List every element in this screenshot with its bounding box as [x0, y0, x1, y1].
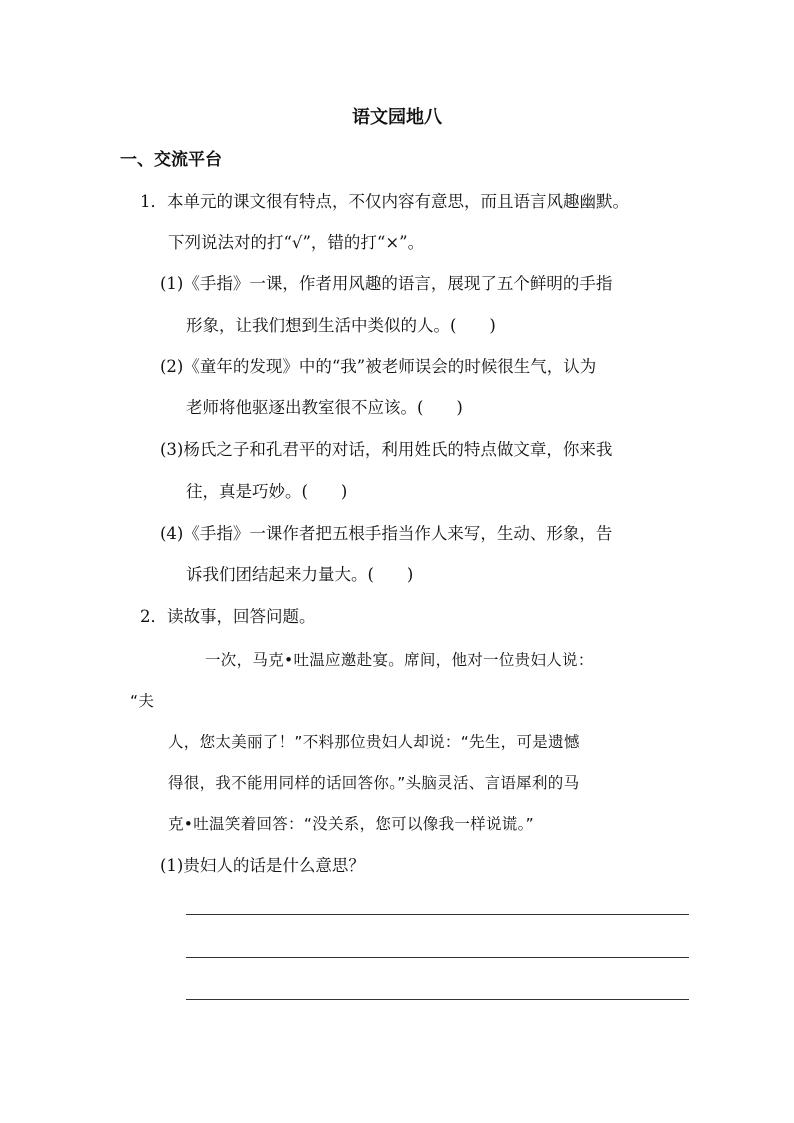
answer-line-1[interactable]	[186, 914, 689, 915]
question-1-line-2: 下列说法对的打“√”，错的打“×”。	[168, 233, 425, 252]
story-line-5: 克•吐温笑着回答：“没关系，您可以像我一样说谎。”	[168, 815, 534, 833]
section-heading-exchange-platform: 一、交流平台	[120, 150, 222, 170]
answer-line-2[interactable]	[186, 957, 689, 958]
answer-line-3[interactable]	[186, 999, 689, 1000]
story-line-4: 得很，我不能用同样的话回答你。”头脑灵活、言语犀利的马	[168, 774, 580, 792]
q1-item-1-line-1: (1)《手指》一课，作者用风趣的语言，展现了五个鲜明的手指	[160, 274, 613, 293]
story-line-1: 一次，马克•吐温应邀赴宴。席间，他对一位贵妇人说：	[205, 651, 594, 669]
page-title: 语文园地八	[352, 107, 442, 128]
q1-item-3-line-2: 往，真是巧妙。( )	[186, 482, 348, 501]
story-line-3: 人，您太美丽了！”不料那位贵妇人却说：“先生，可是遗憾	[168, 733, 580, 751]
q2-sub-question-1: (1)贵妇人的话是什么意思？	[160, 856, 365, 875]
q1-item-4-line-2: 诉我们团结起来力量大。( )	[186, 565, 414, 584]
q1-item-4-line-1: (4)《手指》一课作者把五根手指当作人来写，生动、形象，告	[160, 524, 613, 543]
q1-item-2-line-1: (2)《童年的发现》中的“我”被老师误会的时候很生气，认为	[160, 357, 597, 376]
q1-item-2-line-2: 老师将他驱逐出教室很不应该。( )	[186, 398, 463, 417]
question-1-line-1: 1．本单元的课文很有特点，不仅内容有意思，而且语言风趣幽默。	[140, 192, 629, 211]
question-2-heading: 2．读故事，回答问题。	[140, 607, 316, 626]
q1-item-3-line-1: (3)杨氏之子和孔君平的对话，利用姓氏的特点做文章，你来我	[160, 440, 613, 459]
story-line-2: “夫	[130, 692, 155, 710]
q1-item-1-line-2: 形象，让我们想到生活中类似的人。( )	[186, 316, 496, 335]
